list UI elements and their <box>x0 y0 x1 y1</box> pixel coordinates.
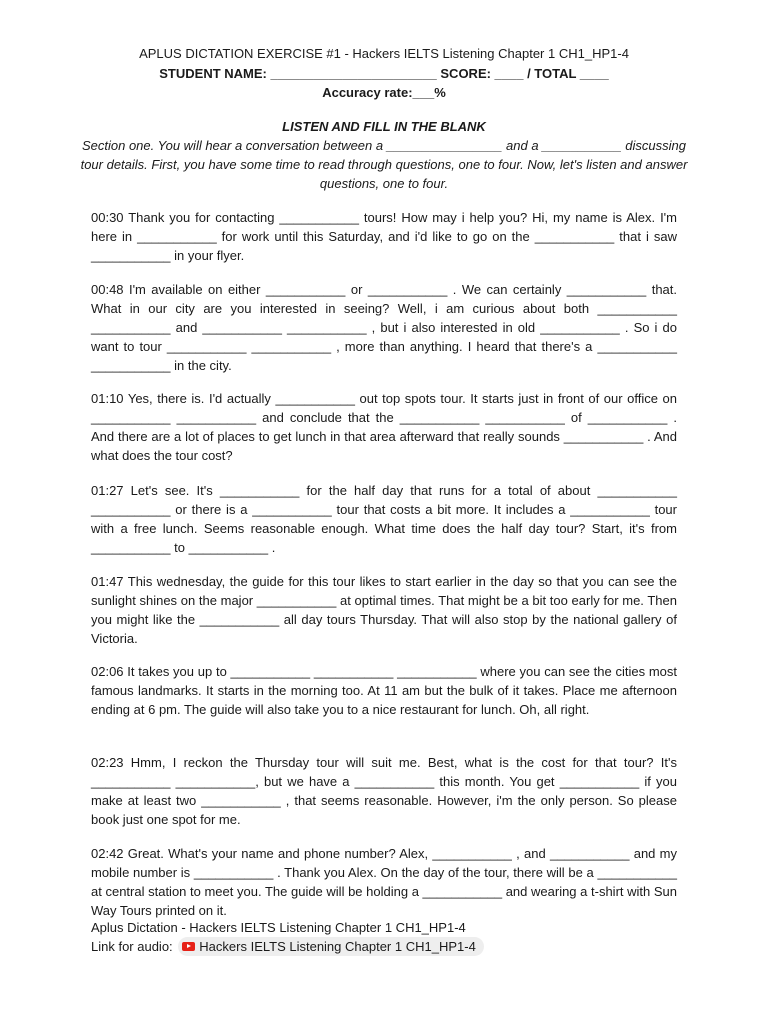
dictation-paragraph-0030: 00:30 Thank you for contacting ___________ tours! How may i help you? Hi, my name is Alex. I'm here in ___________ for work until this Saturday, and i'd like to go on the ___________ that i saw ___________ in your flyer. <box>91 210 677 263</box>
audio-link-label: Link for audio: <box>91 939 173 954</box>
dictation-paragraph-0242: 02:42 Great. What's your name and phone number? Alex, ___________ , and ___________ and my mobile number is ___________ . Thank you Alex. On the day of the tour, there will be a ___________ at central station to meet you. The guide will be holding a ___________ and wearing a t-shirt with Sun Way Tours printed on it. <box>91 846 677 918</box>
dictation-paragraph-0048: 00:48 I'm available on either ___________ or ___________ . We can certainly ___________ that. What in our city are you interested in seeing? Well, i am curious about both ___________ ___________ and ___________ ___________ , but i also interested in old ___________ . So i do want to tour ___________ ___________ , more than anything. I heard that there's a ___________ ___________ in the city. <box>91 282 677 373</box>
accuracy-rate-line: Accuracy rate:___% <box>322 85 446 100</box>
dictation-paragraph-0147: 01:47 This wednesday, the guide for this tour likes to start earlier in the day so that you can see the sunlight shines on the major ___________ at optimal times. That might be a bit too early for me. Then you might like the ___________ all day tours Thursday. That will also stop by the national gallery of Victoria. <box>91 574 677 646</box>
instructions-text: Section one. You will hear a conversation between a ________________ and a ___________ discussing tour details. First, you have some time to read through questions, one to four. Now, let's listen and answer questions, one to four. <box>80 138 688 191</box>
dictation-paragraph-0127: 01:27 Let's see. It's ___________ for the half day that runs for a total of about ___________ ___________ or there is a ___________ tour that costs a bit more. It includes a ___________ tour with a free lunch. Seems reasonable enough. What time does the half day tour? Start, it's from ___________ to ___________ . <box>91 483 677 555</box>
dictation-paragraph-0110: 01:10 Yes, there is. I'd actually ___________ out top spots tour. It starts just in front of our office on ___________ ___________ and conclude that the ___________ ___________ of ___________ . And there are a lot of places to get lunch in that area afterward that really sounds ___________ . And what does the tour cost? <box>91 391 677 463</box>
footer-audio-line <box>91 937 484 956</box>
footer-title: Aplus Dictation - Hackers IELTS Listening Chapter 1 CH1_HP1-4 <box>91 920 466 935</box>
dictation-paragraph-0223: 02:23 Hmm, I reckon the Thursday tour will suit me. Best, what is the cost for that tour? It's ___________ ___________, but we have a ___________ this month. You get ___________ if you make at least two ___________ , that seems reasonable. However, i'm the only person. So please book just one spot for me. <box>91 755 677 827</box>
audio-link-text[interactable]: Hackers IELTS Listening Chapter 1 CH1_HP1-4 <box>199 939 476 954</box>
instructions-heading: LISTEN AND FILL IN THE BLANK <box>282 119 486 134</box>
worksheet-title: APLUS DICTATION EXERCISE #1 - Hackers IELTS Listening Chapter 1 CH1_HP1-4 <box>139 46 629 61</box>
student-name-score-line: STUDENT NAME: _______________________ SCORE: ____ / TOTAL ____ <box>159 66 609 81</box>
youtube-icon <box>182 942 195 951</box>
dictation-paragraph-0206: 02:06 It takes you up to ___________ ___________ ___________ where you can see the cities most famous landmarks. It starts in the morning too. At 11 am but the bulk of it takes. Place me afternoon ending at 6 pm. The guide will also take you to a nice restaurant for lunch. Oh, all right. <box>91 664 677 717</box>
audio-link-chip[interactable] <box>178 937 484 956</box>
